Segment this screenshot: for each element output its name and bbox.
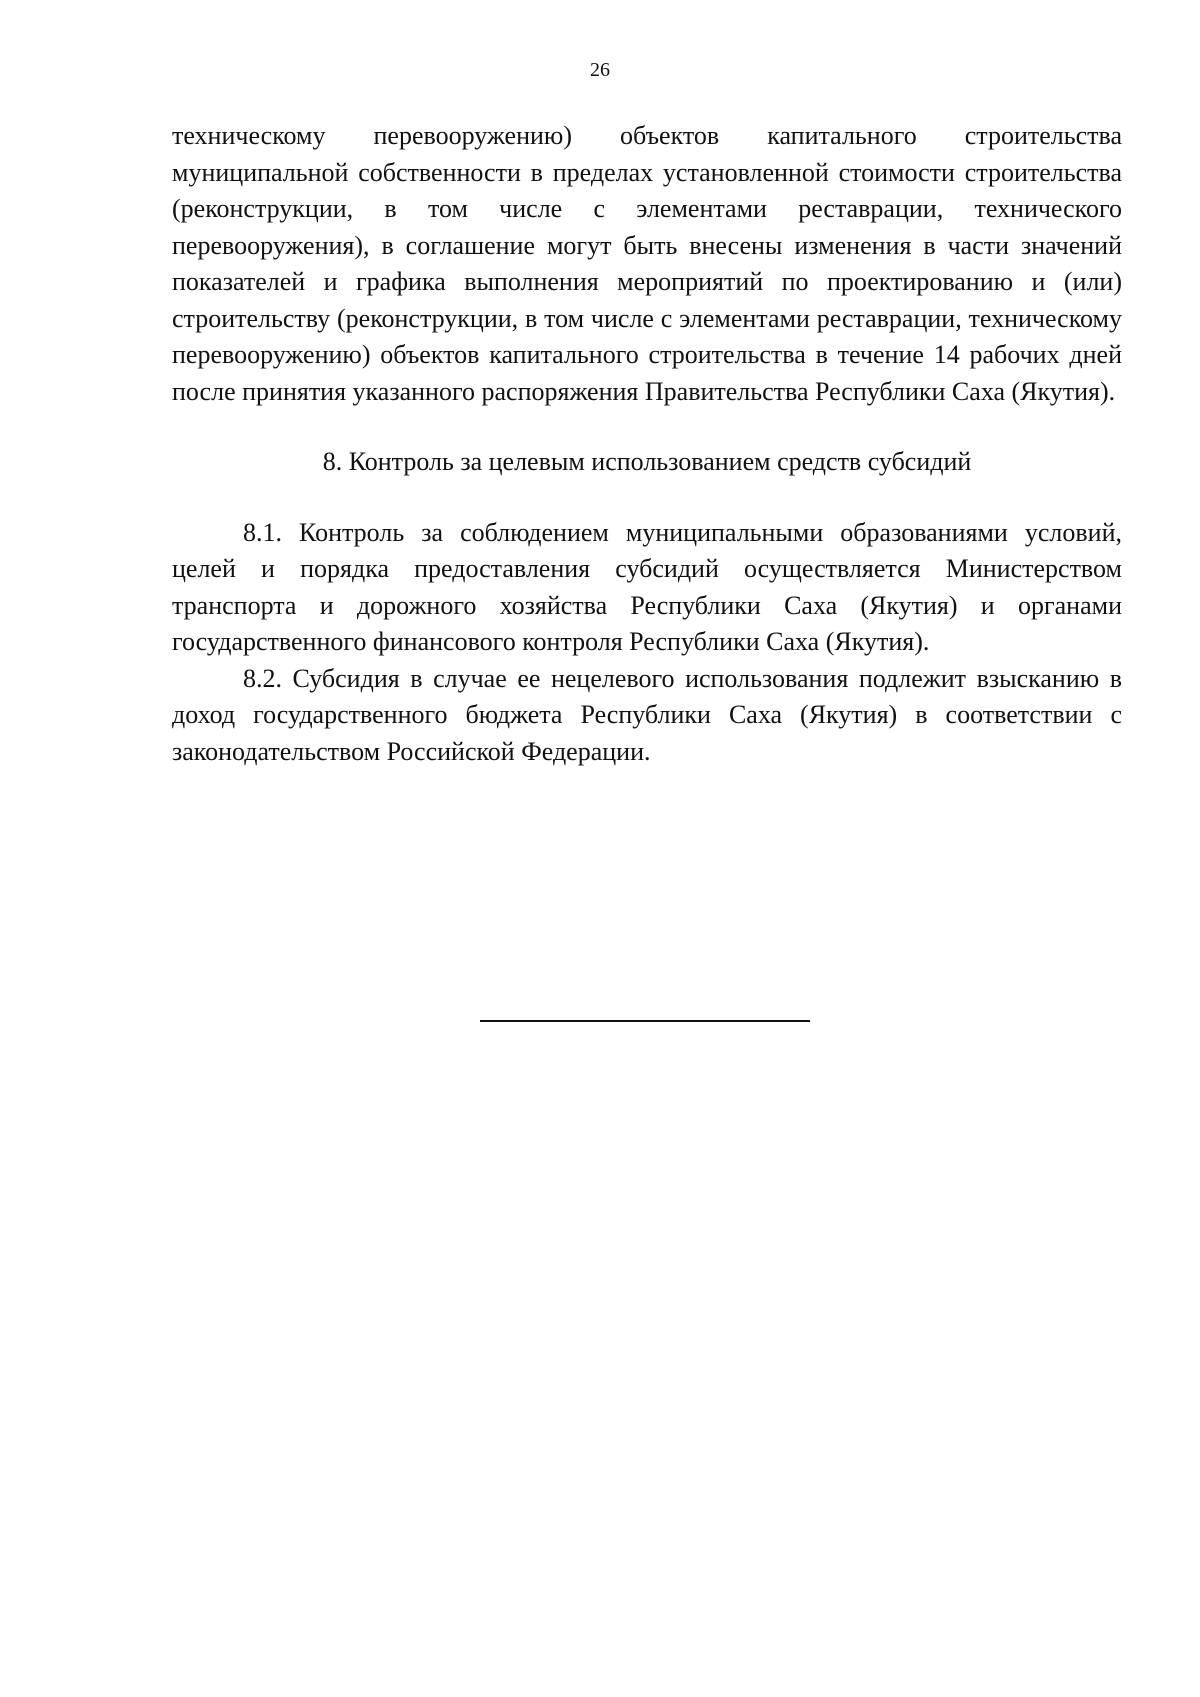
- section-heading: 8. Контроль за целевым использованием средств субсидий: [322, 447, 972, 476]
- page-number: 26: [590, 59, 610, 81]
- paragraph-8-1: 8.1. Контроль за соблюдением муниципальными образованиями условий, целей и порядка предоставления субсидий осуществляется Министерством транспорта и дорожного хозяйства Республики Саха (Якутия) и органами государственного финансового контроля Республики Саха (Якутия).: [172, 517, 1122, 656]
- paragraph-8-2: 8.2. Субсидия в случае ее нецелевого использования подлежит взысканию в доход государственного бюджета Республики Саха (Якутия) в соответствии с законодательством Российской Федерации.: [172, 663, 1122, 766]
- paragraph-continuation: техническому перевооружению) объектов капитального строительства муниципальной собственности в пределах установленной стоимости строительства (реконструкции, в том числе с элементами реставрации, технического перевооружения), в соглашение могут быть внесены изменения в части значений показателей и графика выполнения мероприятий по проектированию и (или) строительству (реконструкции, в том числе с элементами реставрации, техническому перевооружению) объектов капитального строительства в течение 14 рабочих дней после принятия указанного распоряжения Правительства Республики Саха (Якутия).: [172, 121, 1122, 406]
- end-of-document-line: [480, 1020, 810, 1022]
- document-body: [172, 118, 1122, 770]
